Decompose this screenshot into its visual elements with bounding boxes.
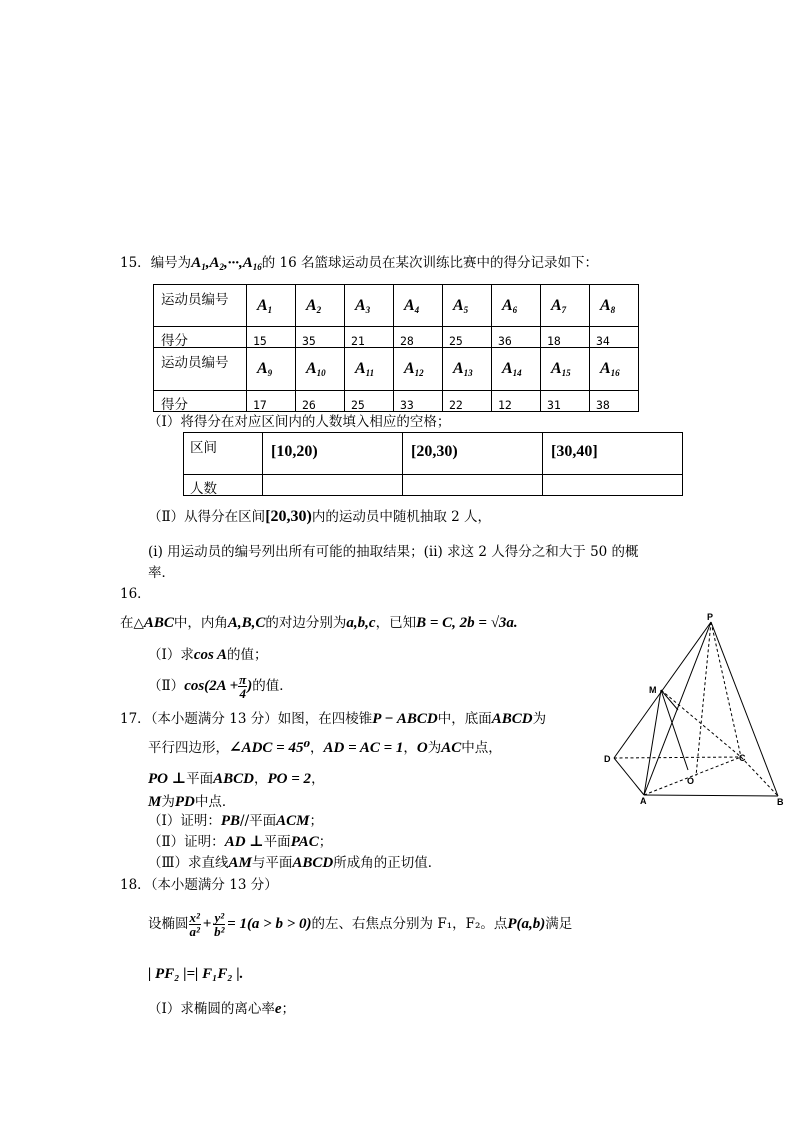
- blank-cell[interactable]: [403, 475, 543, 496]
- q17-line1: 17．（本小题满分 13 分）如图，在四棱锥P − ABCD中，底面ABCD为: [120, 711, 547, 727]
- score-cell: 21: [345, 327, 394, 348]
- score-cell: 26: [296, 391, 345, 412]
- score-cell: 38: [590, 391, 639, 412]
- q15-part2: （Ⅱ）从得分在区间[20,30)内的运动员中随机抽取 2 人，: [148, 508, 492, 525]
- score-cell: 31: [541, 391, 590, 412]
- q16-part1: （Ⅰ）求cos A的值；: [148, 647, 268, 663]
- score-cell: 28: [394, 327, 443, 348]
- score-cell: 15: [247, 327, 296, 348]
- q17-line3: PO ⊥平面ABCD，PO = 2，: [148, 771, 325, 787]
- edge-PD: [614, 622, 711, 758]
- q15-number: 15．: [120, 255, 151, 271]
- score-cell: 25: [443, 327, 492, 348]
- q16-part2: （Ⅱ） cos(2A + $\frac{\pi}{4}$ ) 的值．: [148, 671, 293, 701]
- pyramid-figure: [598, 610, 788, 810]
- q17-line4: M为PD中点．: [148, 794, 236, 810]
- edge-AM: [644, 690, 661, 795]
- edge-PA: [644, 622, 711, 795]
- interval-table: 区间 [10,20) [20,30) [30,40] 人数: [183, 432, 683, 496]
- q17-part1: （Ⅰ）证明：PB//平面ACM；: [148, 813, 323, 829]
- score-table: 运动员编号 $A_1$ $A_2$ $A_3$ $A_4$ $A_5$ $A_6$ $A_7$ $A_8$ 得分 15 35 21 28 25 36 18 34 运动员编号 $A_9$ $A_{10}$ $A_{11}$ $A_{12}$ $A_{13}$ $A_{14}$ $A_{15}$ $A_{16}$ 得分 17 26 25 33 22 12 31 38: [153, 284, 639, 412]
- label-M: M: [649, 685, 657, 695]
- q15-line: [120, 254, 598, 276]
- q15-players: $A_1,A_2,\cdot\cdot\cdot,A_{16}$: [191, 255, 262, 272]
- edge-DA: [614, 758, 644, 795]
- header-cell: 运动员编号: [154, 285, 247, 327]
- q15-text-b: 的 16 名篮球运动员在某次训练比赛中的得分记录如下：: [261, 255, 598, 271]
- score-cell: 12: [492, 391, 541, 412]
- x2-over-a2: $\frac{\text{x²}}{\text{a²}}$: [189, 909, 200, 939]
- q18-part1: （Ⅰ）求椭圆的离心率e；: [148, 1001, 296, 1017]
- score-cell: 33: [394, 391, 443, 412]
- q17-part2: （Ⅱ）证明：AD ⊥平面PAC；: [148, 834, 333, 850]
- blank-cell[interactable]: [263, 475, 403, 496]
- score-cell: 18: [541, 327, 590, 348]
- score-cell: 25: [345, 391, 394, 412]
- edge-PB: [711, 622, 778, 796]
- q16-line: 在△ABC中，内角A,B,C的对边分别为a,b,c，已知B = C, 2b = √3a.: [120, 615, 518, 631]
- label-B: B: [777, 797, 784, 807]
- q17-part3: （Ⅲ）求直线AM与平面ABCD所成角的正切值．: [148, 855, 442, 871]
- score-cell: 17: [247, 391, 296, 412]
- edge-DC: [614, 757, 741, 758]
- header-cell: 运动员编号: [154, 348, 247, 391]
- edge-CB: [741, 757, 778, 796]
- score-cell: 35: [296, 327, 345, 348]
- edge-AB: [644, 795, 778, 796]
- score-label-cell: 得分: [154, 327, 247, 348]
- q18-heading: 18．（本小题满分 13 分）: [120, 877, 278, 893]
- score-cell: 34: [590, 327, 639, 348]
- label-C: C: [739, 753, 746, 763]
- q15-text-a: 编号为: [150, 255, 192, 271]
- score-cell: 22: [443, 391, 492, 412]
- label-A: A: [640, 796, 647, 806]
- label-O: O: [687, 776, 695, 786]
- q15-part1: （Ⅰ）将得分在对应区间内的人数填入相应的空格；: [148, 414, 451, 430]
- q16-number: 16．: [120, 586, 151, 602]
- score-label-cell: 得分: [154, 391, 247, 412]
- q18-line1: 设椭圆 $\frac{\text{x²}}{\text{a²}}$ + $\frac{\text{y²}}{\text{b²}}$ = 1(a > b > 0) 的左、右焦点分别为 F₁，F₂。点 P(a,b) 满足: [148, 909, 573, 939]
- q15-part2-i-end: 率．: [148, 565, 175, 581]
- label-P: P: [707, 612, 714, 622]
- edge-MC: [661, 690, 741, 757]
- pi-over-4: $\frac{\pi}{4}$: [239, 671, 247, 701]
- blank-cell[interactable]: [543, 475, 683, 496]
- q17-line2: 平行四边形，∠ADC = 45⁰，AD = AC = 1，O为AC中点，: [148, 740, 502, 756]
- q15-part2-i: (i) 用运动员的编号列出所有可能的抽取结果；(ii) 求这 2 人得分之和大于 50 的概: [148, 544, 639, 560]
- y2-over-b2: $\frac{\text{y²}}{\text{b²}}$: [214, 909, 225, 939]
- q18-cond: | PF₂ |=| F₁F₂ |.: [148, 966, 244, 982]
- edge-PO: [696, 622, 711, 776]
- label-D: D: [604, 754, 611, 764]
- score-cell: 36: [492, 327, 541, 348]
